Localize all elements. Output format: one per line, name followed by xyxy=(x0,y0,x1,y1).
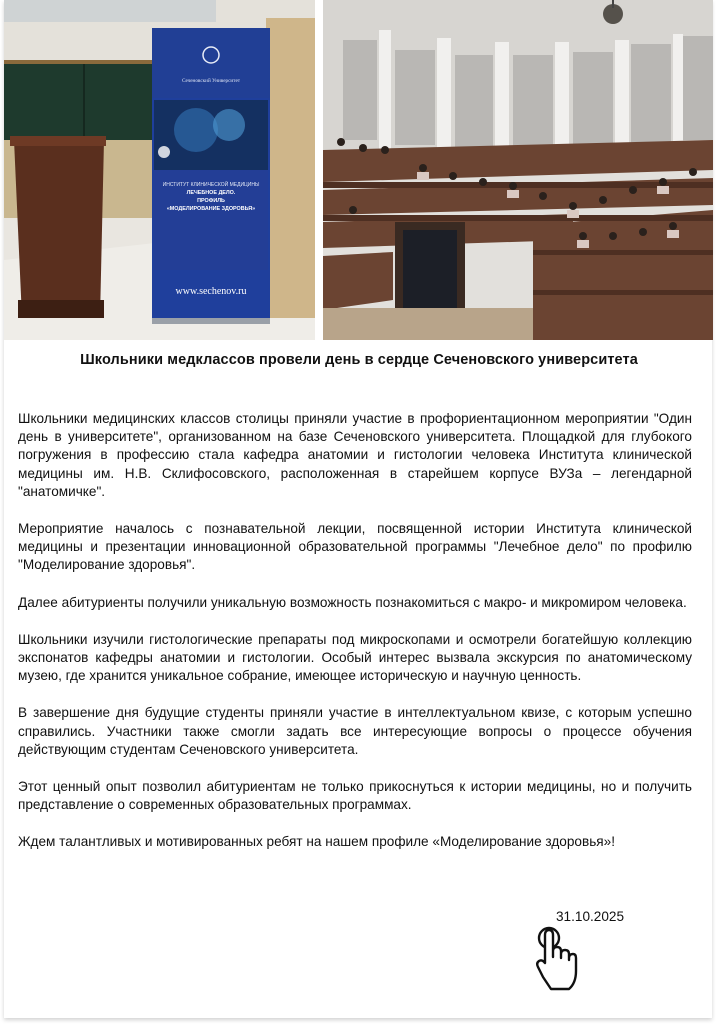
article-headline: Школьники медклассов провели день в сердце Сеченовского университета xyxy=(80,352,638,368)
article-paragraph: Этот ценный опыт позволил абитуриентам не только прикоснуться к истории медицины, но и получить представление о современных образовательных программах. xyxy=(18,779,692,813)
banner-line-2: ЛЕЧЕБНОЕ ДЕЛО. xyxy=(186,190,236,196)
article-paragraph: В завершение дня будущие студенты приняли участие в интеллектуальном квизе, с которым успешно справились. Участники также смогли задать все интересующие вопросы о процессе обучения действующим студентам Сеченовского университета. xyxy=(18,705,692,757)
article-paragraph: Далее абитуриенты получили уникальную возможность познакомиться с макро- и микромиром человека. xyxy=(18,594,687,610)
banner-website: www.sechenov.ru xyxy=(175,286,247,297)
article-paragraph: Мероприятие началось с познавательной лекции, посвященной истории Института клинической медицины и презентации инновационной образовательной программы "Лечебное дело" по профилю "Моделирование здоровья". xyxy=(18,521,692,573)
article-paragraph: Школьники изучили гистологические препараты под микроскопами и осмотрели богатейшую коллекцию экспонатов кафедры анатомии и гистологии. Особый интерес вызвала экскурсия по анатомическому музею, где хранится уникальное собрание, имеющее историческую и научную ценность. xyxy=(18,631,692,684)
article-body xyxy=(18,410,692,852)
banner-line-3: ПРОФИЛЬ xyxy=(197,198,225,204)
banner-university-name: Сеченовский Университет xyxy=(181,78,241,84)
publication-date: 31.10.2025 xyxy=(556,909,625,924)
banner-line-4: «МОДЕЛИРОВАНИЕ ЗДОРОВЬЯ» xyxy=(166,206,256,212)
pointing-hand-icon[interactable] xyxy=(535,925,579,993)
photo-banner-classroom xyxy=(4,0,315,340)
photo-lecture-hall xyxy=(323,0,713,340)
article-paragraph: Школьники медицинских классов столицы приняли участие в профориентационном мероприятии "Один день в университете", организованном на базе Сеченовского университета. Площадкой для глубокого погружения в профессию стала кафедра анатомии и гистологии человека Института клинической медицины им. Н.В. Склифосовского, расположенная в старейшем корпусе ВУЗа – легендарной "анатомичке". xyxy=(18,411,692,499)
banner-line-1: ИНСТИТУТ КЛИНИЧЕСКОЙ МЕДИЦИНЫ xyxy=(162,182,260,188)
article-paragraph: Ждем талантливых и мотивированных ребят на нашем профиле «Моделирование здоровья»! xyxy=(18,834,615,850)
